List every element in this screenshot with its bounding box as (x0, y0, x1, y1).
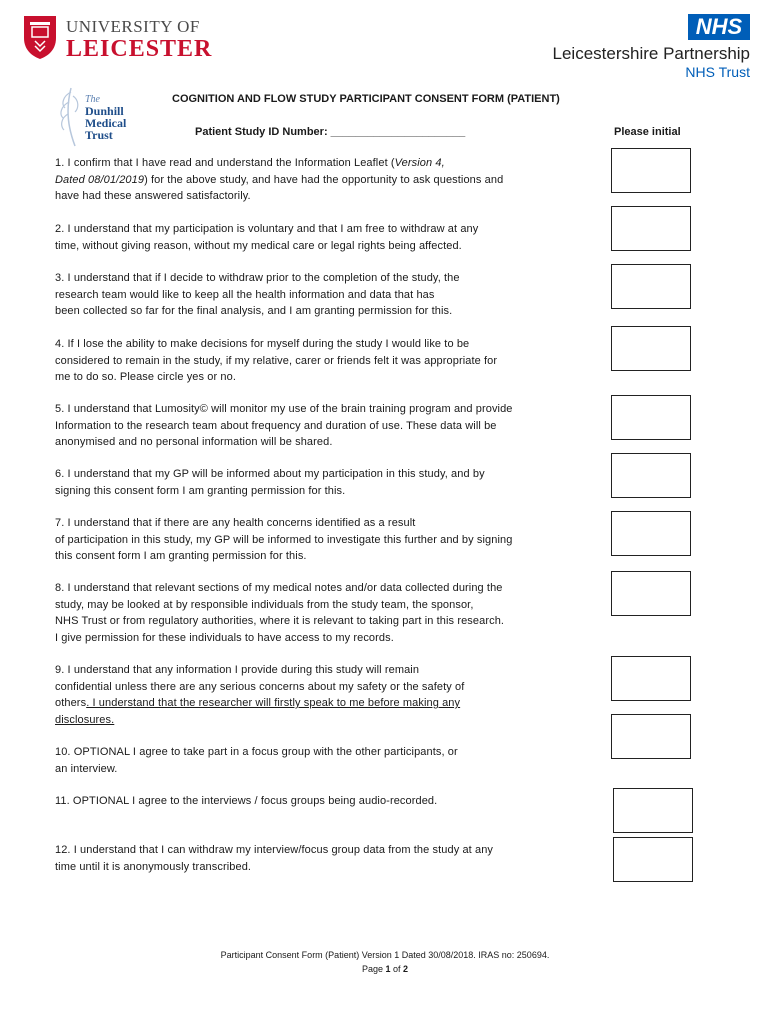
dunhill-line3: Trust (85, 128, 113, 142)
patient-study-id-field[interactable]: Patient Study ID Number: ______________________ (195, 126, 466, 138)
statement-9-underlined: . I understand that the researcher will firstly speak to me before making any disclosures. (55, 697, 461, 726)
page-total: 2 (403, 964, 409, 974)
initial-box-10[interactable] (611, 714, 691, 759)
statement-1-text-end: ) for the above study, and have had the opportunity to ask questions and have had these answered satisfactorily. (55, 173, 504, 202)
consent-statement-9 (55, 662, 615, 728)
dunhill-name (85, 105, 126, 141)
consent-statement-5: 5. I understand that Lumosity© will monitor my use of the brain training program and provide Information to the research team about frequency and duration of use. These data will be anonymised and no personal information will be shared. (55, 403, 513, 448)
dunhill-the: The (85, 94, 100, 105)
university-name-top: UNIVERSITY OF (66, 17, 200, 36)
initial-box-7[interactable] (611, 511, 691, 556)
dunhill-line1: Dunhill (85, 104, 124, 118)
consent-statement-11: 11. OPTIONAL I agree to the interviews / focus groups being audio-recorded. (55, 795, 438, 807)
dunhill-medical-trust-logo (55, 82, 145, 152)
nhs-trust-label: NHS Trust (685, 64, 750, 80)
consent-statement-2: 2. I understand that my participation is voluntary and that I am free to withdraw at any time, without giving reason, without my medical care or legal rights being affected. (55, 223, 479, 252)
university-of-leicester-logo (22, 14, 213, 64)
consent-statement-1 (55, 155, 615, 205)
footer-page-number (0, 964, 770, 974)
initial-box-12[interactable] (613, 837, 693, 882)
page-num: 1 (385, 964, 391, 974)
nhs-logo: NHS (688, 14, 750, 40)
initial-box-6[interactable] (611, 453, 691, 498)
page-of: of (390, 964, 404, 974)
dunhill-line2: Medical (85, 116, 127, 130)
university-name-main: LEICESTER (66, 36, 213, 62)
initial-box-9[interactable] (611, 656, 691, 701)
initial-box-2[interactable] (611, 206, 691, 251)
statement-1-version: Version 4, Dated 08/01/2019 (55, 157, 445, 186)
statement-9-text: 9. I understand that any information I provide during this study will remain confidential unless there are any serious concerns about my safety or the safety of others (55, 664, 465, 709)
consent-statement-4: 4. If I lose the ability to make decisions for myself during the study I would like to be considered to remain in the study, if my relative, carer or friends felt it was appropriate for me to do so. Please circle yes or no. (55, 338, 498, 383)
consent-statement-8: 8. I understand that relevant sections of my medical notes and/or data collected during the study, may be looked at by responsible individuals from the study team, the sponsor, NHS Trust or from regulatory authorities, where it is relevant to taking part in this research. I give permission for these individuals to have access to my records. (55, 582, 505, 644)
nhs-organisation-name: Leicestershire Partnership (552, 44, 750, 63)
consent-statement-3: 3. I understand that if I decide to withdraw prior to the completion of the study, the research team would like to keep all the health information and data that has been collected so far for the final analysis, and I am granting permission for this. (55, 272, 460, 317)
initial-box-1[interactable] (611, 148, 691, 193)
initial-box-8[interactable] (611, 571, 691, 616)
consent-statement-10: 10. OPTIONAL I agree to take part in a focus group with the other participants, or an interview. (55, 746, 458, 775)
consent-statement-6: 6. I understand that my GP will be informed about my participation in this study, and by signing this consent form I am granting permission for this. (55, 468, 485, 497)
consent-statement-12: 12. I understand that I can withdraw my interview/focus group data from the study at any time until it is anonymously transcribed. (55, 844, 494, 873)
form-title: COGNITION AND FLOW STUDY PARTICIPANT CONSENT FORM (PATIENT) (172, 93, 560, 105)
statement-1-text: 1. I confirm that I have read and understand the Information Leaflet ( (55, 157, 395, 169)
university-shield-icon (22, 14, 58, 60)
initial-box-3[interactable] (611, 264, 691, 309)
footer-version-info: Participant Consent Form (Patient) Version 1 Dated 30/08/2018. IRAS no: 250694. (220, 950, 550, 960)
initial-box-4[interactable] (611, 326, 691, 371)
initial-box-11[interactable] (613, 788, 693, 833)
initial-box-5[interactable] (611, 395, 691, 440)
page-prefix: Page (361, 964, 386, 974)
consent-statement-7: 7. I understand that if there are any health concerns identified as a result of participation in this study, my GP will be informed to investigate this further and by signing this consent form I am granting permission for this. (55, 517, 513, 562)
please-initial-header: Please initial (614, 126, 681, 138)
